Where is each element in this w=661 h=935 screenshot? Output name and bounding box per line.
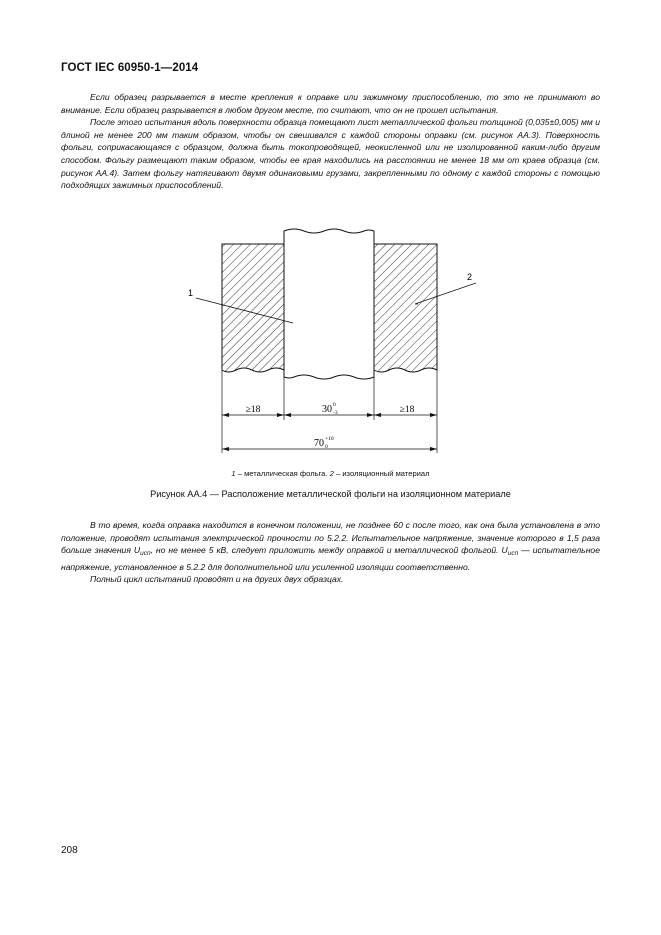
subscript: исп (507, 550, 519, 558)
legend-number-2: 2 (329, 469, 334, 478)
figure-legend (0, 469, 661, 478)
metal-foil (284, 229, 374, 379)
callout-1: 1 (188, 288, 194, 298)
dimension-center: 30 (322, 404, 332, 415)
callout-2: 2 (467, 272, 473, 282)
insulation-block-left (222, 244, 284, 372)
paragraph: Если образец разрывается в месте крепления к оправке или зажимному приспособлению, то это не принимают во внимание. Если образец разрывается в любом другом месте, то считают, что он не прошел испытания. (61, 92, 600, 115)
insulation-block-right (374, 244, 437, 372)
dimension-total: 70 (314, 438, 324, 449)
legend-number-1: 1 (231, 469, 236, 478)
figure-aa4-drawing (176, 225, 476, 465)
figure-caption: Рисунок АА.4 — Расположение металлической фольги на изоляционном материале (150, 489, 511, 499)
dimension-total-upper-tol: +10 (325, 436, 334, 442)
dimension-center-lower-tol: -3 (333, 410, 338, 416)
dimension-center-upper-tol: 0 (333, 402, 336, 408)
paragraph: После этого испытания вдоль поверхности образца помещают лист металлической фольги толщиной (0,035±0,005) мм и длиной не менее 200 мм таким образом, чтобы он свешивался с каждой стороны оправки (см. рисунок АА.3). Поверхность фольги, соприкасающаяся с образцом, должна быть токопроводящей, неокисленной или не изолированной каким-либо другим способом. Фольгу размещают таким образом, чтобы ее края находились на расстоянии не менее 18 мм от краев образца (см. рисунок АА.4). Затем фольгу натягивают двумя одинаковыми грузами, закрепленными по одному с каждой стороны с помощью подходящих зажимных приспособлений. (61, 117, 600, 191)
paragraph-fragment: , но не менее 5 кВ, следует приложить между оправкой и металлической фольгой. U (150, 545, 508, 556)
paragraph-fragment: — испытательное напряжение, установленное в 5.2.2 для дополнительной или усиленной изоляции соответственно. (61, 545, 600, 572)
paragraph (61, 519, 600, 573)
dimension-right: ≥18 (399, 405, 415, 415)
paragraph-fragment: В то время, когда оправка находится в конечном положении, не позднее 60 с после того, как она была установлена в это положение, проводят испытания электрической прочности по 5.2.2. Испытательное напряжение, значение которого в 1,5 раза больше значения U (61, 520, 600, 556)
subscript: исп (140, 550, 151, 558)
legend-text-2: – изоляционный материал (333, 469, 430, 478)
dimension-left: ≥18 (245, 405, 261, 415)
legend-text-1: – металлическая фольга. (235, 469, 330, 478)
text-block-top (61, 91, 600, 192)
paragraph: Полный цикл испытаний проводят и на других двух образцах. (90, 574, 344, 585)
dimension-total-lower-tol: 0 (325, 444, 328, 450)
page-number: 208 (61, 845, 78, 856)
document-header: ГОСТ IEC 60950-1—2014 (61, 62, 199, 74)
text-block-bottom (61, 519, 600, 586)
